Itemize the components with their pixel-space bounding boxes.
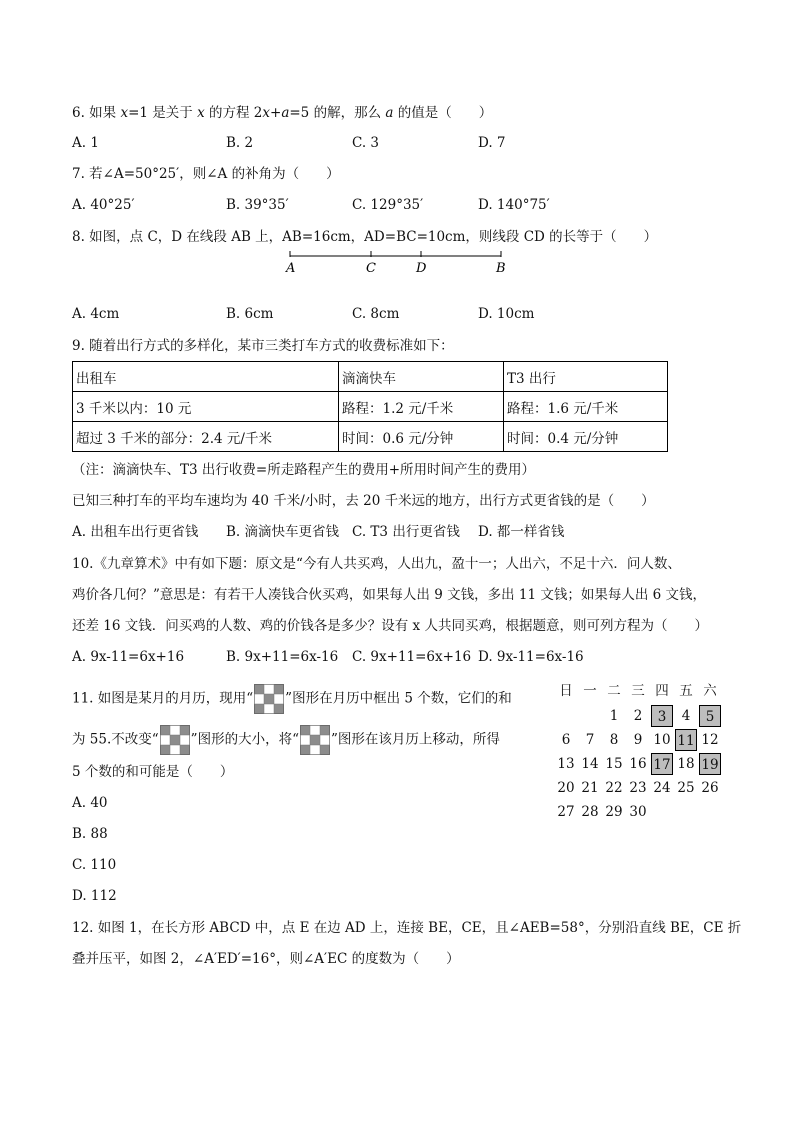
label-point-a: A [286, 261, 296, 276]
calendar-day[interactable]: 3 [651, 705, 673, 727]
q6-stem [72, 103, 492, 123]
q6-text-2: =1 是关于 [128, 105, 198, 121]
q6-option-b[interactable]: B. 2 [226, 135, 254, 151]
q6-text-5: =5 的解，那么 [289, 105, 386, 121]
table-header-cell: 滴滴快车 [339, 362, 504, 392]
q7-option-c[interactable]: C. 129°35′ [352, 197, 424, 213]
calendar-day[interactable]: 5 [699, 705, 721, 727]
q10-line-1: 10.《九章算术》中有如下题：原文是“今有人共买鸡，人出九，盈十一；人出六，不足十六．问人数、 [72, 556, 681, 572]
table-row [73, 392, 668, 422]
table-cell: 时间：0.6 元/分钟 [339, 422, 504, 452]
calendar-day[interactable]: 20 [557, 780, 575, 796]
calendar-day[interactable]: 21 [581, 780, 599, 796]
table-header-cell: 出租车 [73, 362, 339, 392]
q11-line-1 [72, 684, 512, 714]
calendar-weekday-label: 四 [655, 683, 669, 699]
calendar-day[interactable]: 17 [651, 753, 673, 775]
calendar-weekday-label: 一 [583, 683, 597, 699]
calendar-weekday-label: 五 [679, 683, 693, 699]
segment-diagram [280, 250, 520, 280]
calendar-day[interactable]: 29 [605, 804, 623, 820]
calendar-day[interactable]: 26 [701, 780, 719, 796]
q10-option-d[interactable]: D. 9x-11=6x-16 [478, 649, 584, 665]
calendar-day[interactable]: 4 [681, 708, 691, 724]
cross-pattern-icon [254, 684, 284, 714]
calendar-weekday-label: 六 [703, 683, 717, 699]
calendar-day[interactable]: 6 [561, 732, 571, 748]
calendar-day[interactable]: 12 [701, 732, 719, 748]
calendar-weekday-label: 三 [631, 683, 645, 699]
calendar-day[interactable]: 16 [629, 756, 647, 772]
q11-text: ”图形的大小，将“ [190, 731, 299, 748]
q9-stem: 9. 随着出行方式的多样化，某市三类打车方式的收费标准如下： [72, 338, 454, 354]
q6-text-3: 的方程 2 [204, 105, 263, 121]
q8-option-b[interactable]: B. 6cm [226, 306, 274, 322]
q8-option-c[interactable]: C. 8cm [352, 306, 400, 322]
label-point-b: B [496, 261, 506, 276]
q6-var-x: x [120, 105, 129, 121]
q11-text: 11. 如图是某月的月历，现用“ [72, 690, 254, 707]
q6-option-a[interactable]: A. 1 [72, 135, 99, 151]
calendar-day[interactable]: 22 [605, 780, 623, 796]
calendar-day[interactable]: 9 [633, 732, 643, 748]
q11-option-b[interactable]: B. 88 [72, 826, 108, 842]
q9-option-a[interactable]: A. 出租车出行更省钱 [72, 524, 199, 540]
q7-option-d[interactable]: D. 140°75′ [478, 197, 550, 213]
q6-var-a: a [281, 105, 290, 121]
q9-note: （注：滴滴快车、T3 出行收费=所走路程产生的费用+所用时间产生的费用） [72, 462, 536, 478]
cross-pattern-icon [300, 725, 330, 755]
q6-text-1: 6. 如果 [72, 105, 121, 121]
calendar-day[interactable]: 27 [557, 804, 575, 820]
calendar-day[interactable]: 11 [675, 729, 697, 751]
q7-option-b[interactable]: B. 39°35′ [226, 197, 289, 213]
q6-var-a: a [385, 105, 394, 121]
calendar-day[interactable]: 13 [557, 756, 575, 772]
q11-line-2 [72, 725, 500, 755]
fare-table [72, 361, 668, 452]
q11-option-c[interactable]: C. 110 [72, 857, 117, 873]
q10-line-2: 鸡价各几何？”意思是：有若干人凑钱合伙买鸡，如果每人出 9 文钱，多出 11 文钱；如果每人出 6 文钱， [72, 587, 707, 603]
q9-question: 已知三种打车的平均车速均为 40 千米/小时，去 20 千米远的地方，出行方式更省钱的是（ ） [72, 493, 655, 509]
calendar-day[interactable]: 18 [677, 756, 695, 772]
q12-line-1: 12. 如图 1，在长方形 ABCD 中，点 E 在边 AD 上，连接 BE，CE，且∠AEB=58°，分别沿直线 BE，CE 折 [72, 920, 742, 936]
calendar-day[interactable]: 10 [653, 732, 671, 748]
q6-text-6: 的值是（ ） [393, 105, 493, 121]
table-cell: 超过 3 千米的部分：2.4 元/千米 [73, 422, 339, 452]
q11-text: ”图形在该月历上移动，所得 [330, 731, 500, 748]
calendar-day[interactable]: 14 [581, 756, 599, 772]
calendar-day[interactable]: 24 [653, 780, 671, 796]
table-cell: 时间：0.4 元/分钟 [504, 422, 668, 452]
q8-option-a[interactable]: A. 4cm [72, 306, 120, 322]
q10-line-3: 还差 16 文钱．问买鸡的人数、鸡的价钱各是多少？设有 x 人共同买鸡，根据题意，则可列方程为（ ） [72, 618, 708, 634]
q8-stem: 8. 如图，点 C，D 在线段 AB 上，AB=16cm，AD=BC=10cm，则线段 CD 的长等于（ ） [72, 229, 658, 245]
q10-option-c[interactable]: C. 9x+11=6x+16 [352, 649, 472, 665]
q11-text: 为 55.不改变“ [72, 731, 159, 748]
calendar-weekday-label: 二 [607, 683, 621, 699]
q8-option-d[interactable]: D. 10cm [478, 306, 535, 322]
q10-option-b[interactable]: B. 9x+11=6x-16 [226, 649, 339, 665]
calendar-day[interactable]: 19 [699, 753, 721, 775]
q7-option-a[interactable]: A. 40°25′ [72, 197, 135, 213]
q11-option-d[interactable]: D. 112 [72, 888, 117, 904]
calendar-day[interactable]: 30 [629, 804, 647, 820]
calendar-day[interactable]: 8 [609, 732, 619, 748]
calendar-day[interactable]: 15 [605, 756, 623, 772]
q6-var-x: x [197, 105, 205, 121]
table-row [73, 422, 668, 452]
q10-option-a[interactable]: A. 9x-11=6x+16 [72, 649, 185, 665]
calendar-day[interactable]: 1 [609, 708, 619, 724]
q6-option-c[interactable]: C. 3 [352, 135, 380, 151]
q11-text: ”图形在月历中框出 5 个数，它们的和 [285, 690, 512, 707]
calendar-day[interactable]: 7 [585, 732, 595, 748]
calendar-day[interactable]: 2 [633, 708, 643, 724]
q12-line-2: 叠并压平，如图 2，∠A′ED′=16°，则∠A′EC 的度数为（ ） [72, 951, 460, 967]
q9-option-b[interactable]: B. 滴滴快车更省钱 [226, 524, 340, 540]
table-header-cell: T3 出行 [504, 362, 668, 392]
q9-option-d[interactable]: D. 都一样省钱 [478, 524, 565, 540]
q6-option-d[interactable]: D. 7 [478, 135, 506, 151]
calendar-day[interactable]: 28 [581, 804, 599, 820]
cross-pattern-icon [160, 725, 190, 755]
calendar-day[interactable]: 23 [629, 780, 647, 796]
q7-stem: 7. 若∠A=50°25′，则∠A 的补角为（ ） [72, 166, 340, 182]
table-cell: 路程：1.2 元/千米 [339, 392, 504, 422]
table-header-row [73, 362, 668, 392]
label-point-c: C [366, 261, 376, 276]
q9-option-c[interactable]: C. T3 出行更省钱 [352, 524, 460, 540]
q6-text-4: + [270, 105, 282, 121]
q11-line-3: 5 个数的和可能是（ ） [72, 764, 234, 780]
label-point-d: D [416, 261, 427, 276]
calendar-day[interactable]: 25 [677, 780, 695, 796]
q6-var-x: x [262, 105, 270, 121]
calendar-weekday-label: 日 [559, 683, 573, 699]
table-cell: 路程：1.6 元/千米 [504, 392, 668, 422]
table-cell: 3 千米以内：10 元 [73, 392, 339, 422]
q11-option-a[interactable]: A. 40 [72, 795, 108, 811]
